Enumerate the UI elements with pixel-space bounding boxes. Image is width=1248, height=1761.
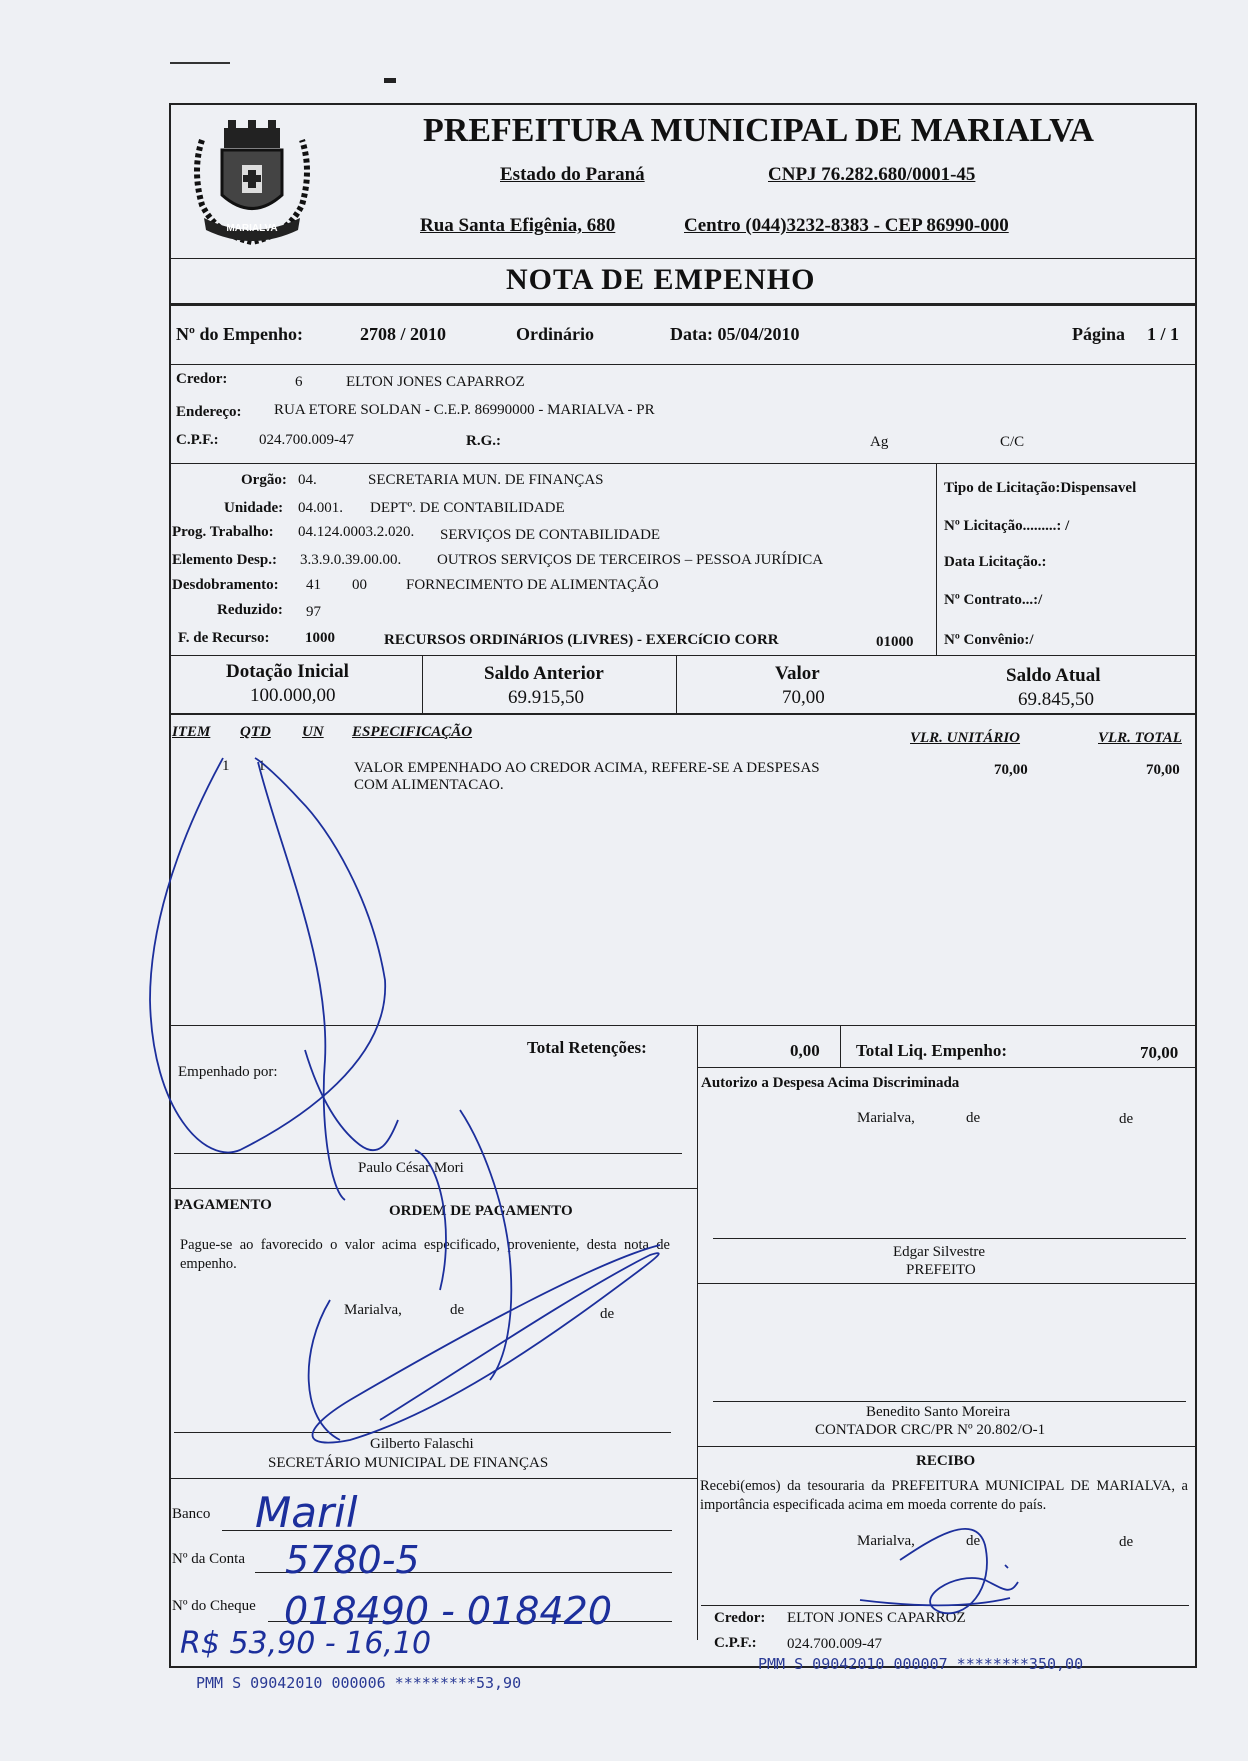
- dotacao-label: Dotação Inicial: [226, 661, 349, 682]
- recibo-credor-name: ELTON JONES CAPARROZ: [787, 1610, 966, 1626]
- recibo-cpf-label: C.P.F.:: [714, 1635, 757, 1651]
- prog-name: SERVIÇOS DE CONTABILIDADE: [440, 527, 661, 543]
- handwritten-valores: R$ 53,90 - 16,10: [180, 1626, 432, 1661]
- item-vlr-total: 70,00: [1146, 762, 1180, 778]
- desdobramento-code1: 41: [306, 577, 321, 593]
- convenio-number: Nº Convênio:/: [944, 632, 1034, 648]
- payment-stamp-right: PMM S 09042010 000007 ********350,00: [758, 1655, 1084, 1673]
- secretario-title: SECRETÁRIO MUNICIPAL DE FINANÇAS: [268, 1455, 549, 1471]
- credor-label: Credor:: [176, 371, 228, 387]
- recibo-text: Recebi(emos) da tesouraria da PREFEITURA MUNICIPAL DE MARIALVA, a importância especificada acima em moeda corrente do país.: [700, 1478, 1188, 1513]
- credor-code: 6: [295, 374, 303, 390]
- recibo-credor-label: Credor:: [714, 1610, 766, 1626]
- recibo-label: RECIBO: [916, 1453, 976, 1469]
- agencia-label: Ag: [870, 434, 889, 450]
- valor-label: Valor: [775, 663, 820, 684]
- empenhado-label: Empenhado por:: [178, 1064, 278, 1080]
- pagamento-place: Marialva,: [344, 1302, 402, 1318]
- retencoes-label: Total Retenções:: [527, 1038, 647, 1057]
- cheque-label: Nº do Cheque: [172, 1598, 256, 1614]
- unidade-code: 04.001.: [298, 500, 343, 516]
- reduzido-value: 97: [306, 604, 321, 620]
- item-spec-line1: VALOR EMPENHADO AO CREDOR ACIMA, REFERE-SE A DESPESAS: [354, 760, 820, 776]
- total-liq-value: 70,00: [1140, 1043, 1179, 1062]
- document-title: NOTA DE EMPENHO: [506, 263, 816, 296]
- orgao-label: Orgão:: [241, 472, 287, 488]
- autorizo-label: Autorizo a Despesa Acima Discriminada: [701, 1075, 960, 1091]
- unidade-label: Unidade:: [224, 500, 284, 516]
- desdobramento-label: Desdobramento:: [172, 577, 279, 593]
- total-liq-label: Total Liq. Empenho:: [856, 1041, 1007, 1060]
- prog-code: 04.124.0003.2.020.: [298, 524, 415, 540]
- autorizo-de2: de: [1119, 1111, 1134, 1127]
- scan-mark: [384, 78, 396, 83]
- secretario-name: Gilberto Falaschi: [370, 1436, 474, 1452]
- payment-stamp-left: PMM S 09042010 000006 *********53,90: [196, 1674, 522, 1692]
- cpf-label: C.P.F.:: [176, 432, 219, 448]
- street-label: Rua Santa Efigênia, 680: [420, 215, 616, 236]
- scan-mark: [170, 62, 230, 64]
- saldo-anterior-value: 69.915,50: [508, 687, 584, 708]
- licitacao-tipo: Tipo de Licitação:Dispensavel: [944, 480, 1137, 496]
- empenho-number-label: Nº do Empenho:: [176, 324, 303, 344]
- recurso-label: F. de Recurso:: [178, 630, 270, 646]
- prefeito-title: PREFEITO: [906, 1262, 976, 1278]
- handwritten-conta: 5780-5: [285, 1538, 420, 1582]
- empenho-date: Data: 05/04/2010: [670, 324, 800, 344]
- pagamento-de2: de: [600, 1306, 615, 1322]
- orgao-code: 04.: [298, 472, 317, 488]
- prog-label: Prog. Trabalho:: [172, 524, 274, 540]
- autorizo-de1: de: [966, 1110, 981, 1126]
- page-number: 1 / 1: [1147, 324, 1180, 344]
- valor-value: 70,00: [782, 687, 825, 708]
- svg-text:MARIALVA: MARIALVA: [226, 223, 278, 234]
- credor-address: RUA ETORE SOLDAN - C.E.P. 86990000 - MARIALVA - PR: [274, 402, 655, 418]
- municipal-seal-icon: [182, 110, 322, 250]
- empenhado-name: Paulo César Mori: [358, 1160, 464, 1176]
- elemento-label: Elemento Desp.:: [172, 552, 277, 568]
- pagamento-text: Pague-se ao favorecido o valor acima especificado, proveniente, desta nota de empenho.: [180, 1237, 670, 1272]
- autorizo-place: Marialva,: [857, 1110, 915, 1126]
- orgao-name: SECRETARIA MUN. DE FINANÇAS: [368, 472, 604, 488]
- item-number: 1: [222, 758, 230, 774]
- saldo-atual-value: 69.845,50: [1018, 689, 1094, 710]
- reduzido-label: Reduzido:: [217, 602, 283, 618]
- item-qtd: 1: [258, 758, 266, 774]
- desdobramento-name: FORNECIMENTO DE ALIMENTAÇÃO: [406, 577, 659, 593]
- recurso-name: RECURSOS ORDINáRIOS (LIVRES) - EXERCíCIO CORR: [384, 632, 779, 648]
- empenho-type: Ordinário: [516, 324, 595, 344]
- col-item: ITEM: [172, 724, 211, 740]
- pagamento-label: PAGAMENTO: [174, 1197, 272, 1213]
- page-label: Página: [1072, 324, 1126, 344]
- conta-label: Nº da Conta: [172, 1551, 245, 1567]
- contador-title: CONTADOR CRC/PR Nº 20.802/O-1: [815, 1422, 1046, 1438]
- recibo-place: Marialva,: [857, 1533, 915, 1549]
- licitacao-numero: Nº Licitação.........: /: [944, 518, 1070, 534]
- rg-label: R.G.:: [466, 433, 501, 449]
- retencoes-value: 0,00: [790, 1041, 820, 1060]
- col-vlr-total: VLR. TOTAL: [1098, 730, 1182, 746]
- elemento-name: OUTROS SERVIÇOS DE TERCEIROS – PESSOA JURÍDICA: [437, 552, 824, 568]
- saldo-atual-label: Saldo Atual: [1006, 665, 1101, 686]
- handwritten-cheque: 018490 - 018420: [284, 1589, 612, 1633]
- recurso-code: 1000: [305, 630, 335, 646]
- municipality-title: PREFEITURA MUNICIPAL DE MARIALVA: [423, 112, 1094, 149]
- licitacao-data: Data Licitação.:: [944, 554, 1047, 570]
- desdobramento-code2: 00: [352, 577, 367, 593]
- empenho-number: 2708 / 2010: [360, 324, 447, 344]
- recibo-cpf: 024.700.009-47: [787, 1636, 882, 1652]
- conta-corrente-label: C/C: [1000, 434, 1025, 450]
- recibo-de1: de: [966, 1533, 981, 1549]
- cnpj-label: CNPJ 76.282.680/0001-45: [768, 164, 976, 185]
- state-label: Estado do Paraná: [500, 164, 645, 185]
- saldo-anterior-label: Saldo Anterior: [484, 663, 604, 684]
- pagamento-de1: de: [450, 1302, 465, 1318]
- elemento-code: 3.3.9.0.39.00.00.: [300, 552, 402, 568]
- contador-name: Benedito Santo Moreira: [866, 1404, 1011, 1420]
- prefeito-name: Edgar Silvestre: [893, 1244, 986, 1260]
- handwritten-banco: Maril: [255, 1488, 358, 1537]
- address-label: Endereço:: [176, 404, 242, 420]
- col-especificacao: ESPECIFICAÇÃO: [352, 724, 473, 740]
- contrato-number: Nº Contrato...:/: [944, 592, 1043, 608]
- unidade-name: DEPTº. DE CONTABILIDADE: [370, 500, 565, 516]
- item-spec-line2: COM ALIMENTACAO.: [354, 777, 504, 793]
- recurso-code2: 01000: [876, 634, 914, 650]
- col-vlr-unitario: VLR. UNITÁRIO: [910, 730, 1021, 746]
- item-vlr-unitario: 70,00: [994, 762, 1028, 778]
- ordem-pagamento-label: ORDEM DE PAGAMENTO: [389, 1203, 573, 1219]
- credor-cpf: 024.700.009-47: [259, 432, 354, 448]
- col-qtd: QTD: [240, 724, 271, 740]
- recibo-de2: de: [1119, 1534, 1134, 1550]
- col-un: UN: [302, 724, 324, 740]
- banco-label: Banco: [172, 1506, 211, 1522]
- dotacao-value: 100.000,00: [250, 685, 336, 706]
- credor-name: ELTON JONES CAPARROZ: [346, 374, 525, 390]
- district-phone-label: Centro (044)3232-8383 - CEP 86990-000: [684, 215, 1009, 236]
